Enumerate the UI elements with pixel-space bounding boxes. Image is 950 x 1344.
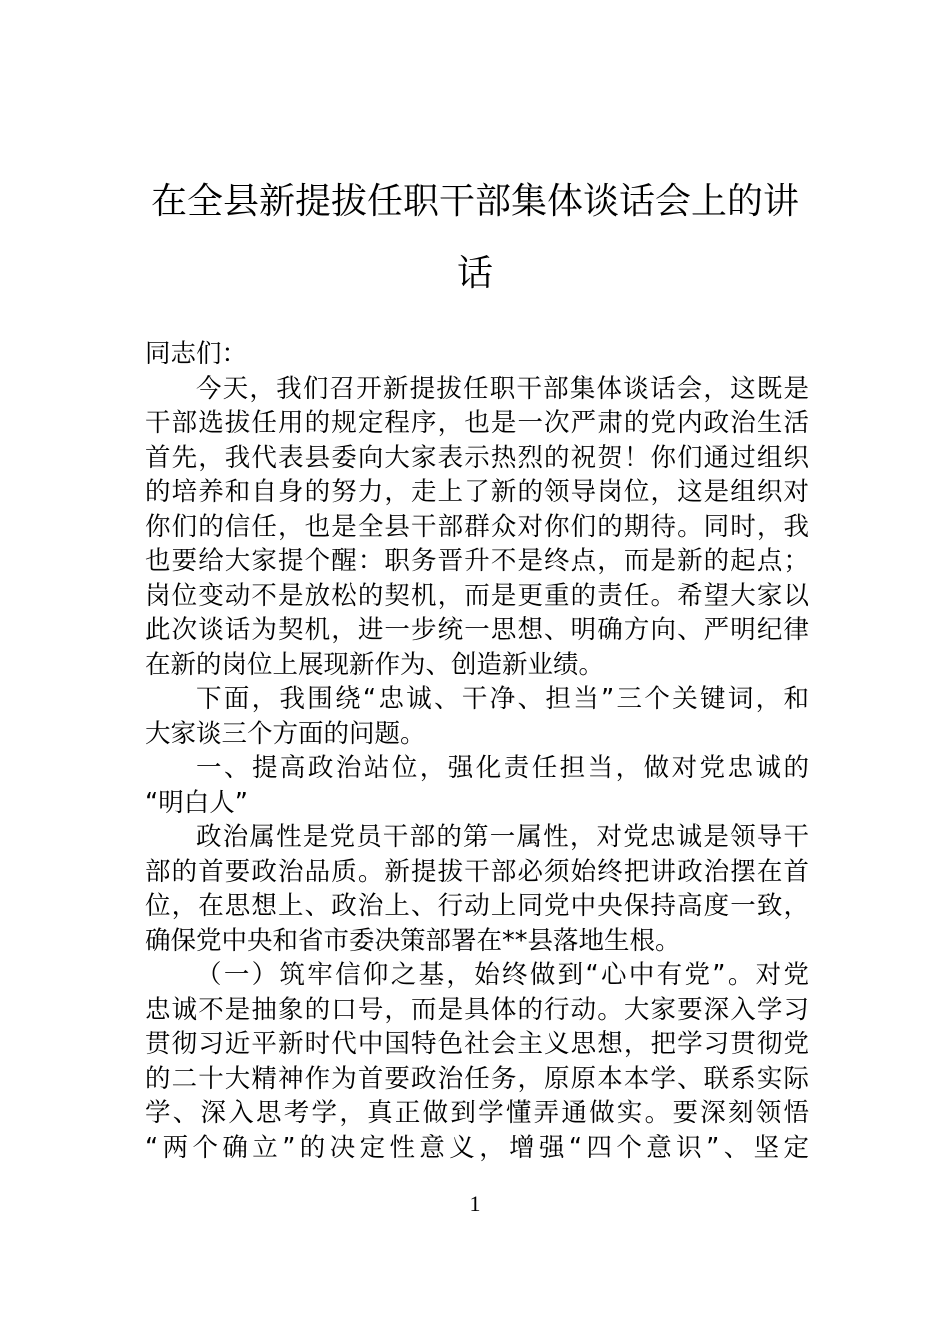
- body-line: 贯彻习近平新时代中国特色社会主义思想，把学习贯彻党: [145, 1029, 809, 1059]
- body-line: “明白人”: [145, 787, 248, 818]
- body-line: 在新的岗位上展现新作为、创造新业绩。: [145, 649, 605, 680]
- body-line: 今天，我们召开新提拔任职干部集体谈话会，这既是: [196, 373, 809, 404]
- body-line: 同志们：: [145, 339, 248, 369]
- page-number: 1: [469, 1191, 481, 1216]
- body-line: 岗位变动不是放松的契机，而是更重的责任。希望大家以: [145, 580, 809, 611]
- document-body: [145, 337, 809, 1165]
- body-line: 政治属性是党员干部的第一属性，对党忠诚是领导干: [196, 822, 809, 852]
- body-line: 确保党中央和省市委决策部署在**县落地生根。: [145, 925, 681, 956]
- body-line: 一、提高政治站位，强化责任担当，做对党忠诚的: [196, 753, 809, 783]
- body-line: （一）筑牢信仰之基，始终做到“心中有党”。对党: [196, 960, 809, 990]
- body-line: 首先，我代表县委向大家表示热烈的祝贺！你们通过组织: [145, 442, 809, 473]
- body-line: 此次谈话为契机，进一步统一思想、明确方向、严明纪律: [145, 615, 809, 645]
- title-line: 在全县新提拔任职干部集体谈话会上的讲: [150, 181, 799, 222]
- body-line: 下面，我围绕“忠诚、干净、担当”三个关键词，和: [196, 684, 809, 714]
- body-line: 也要给大家提个醒：职务晋升不是终点，而是新的起点；: [145, 546, 809, 576]
- body-line: 的二十大精神作为首要政治任务，原原本本学、联系实际: [145, 1063, 809, 1094]
- title-line: 话: [456, 253, 493, 294]
- body-line: 你们的信任，也是全县干部群众对你们的期待。同时，我: [145, 511, 809, 542]
- body-line: 的培养和自身的努力，走上了新的领导岗位，这是组织对: [145, 477, 809, 507]
- body-line: 大家谈三个方面的问题。: [145, 718, 426, 749]
- body-line: 学、深入思考学，真正做到学懂弄通做实。要深刻领悟: [145, 1098, 809, 1128]
- body-line: “两个确立”的决定性意义，增强“四个意识”、坚定: [145, 1132, 809, 1163]
- body-line: 部的首要政治品质。新提拔干部必须始终把讲政治摆在首: [145, 856, 809, 887]
- body-line: 位，在思想上、政治上、行动上同党中央保持高度一致，: [145, 891, 809, 921]
- document-title: [145, 166, 805, 310]
- body-line: 忠诚不是抽象的口号，而是具体的行动。大家要深入学习: [145, 994, 809, 1025]
- body-line: 干部选拔任用的规定程序，也是一次严肃的党内政治生活: [145, 408, 809, 438]
